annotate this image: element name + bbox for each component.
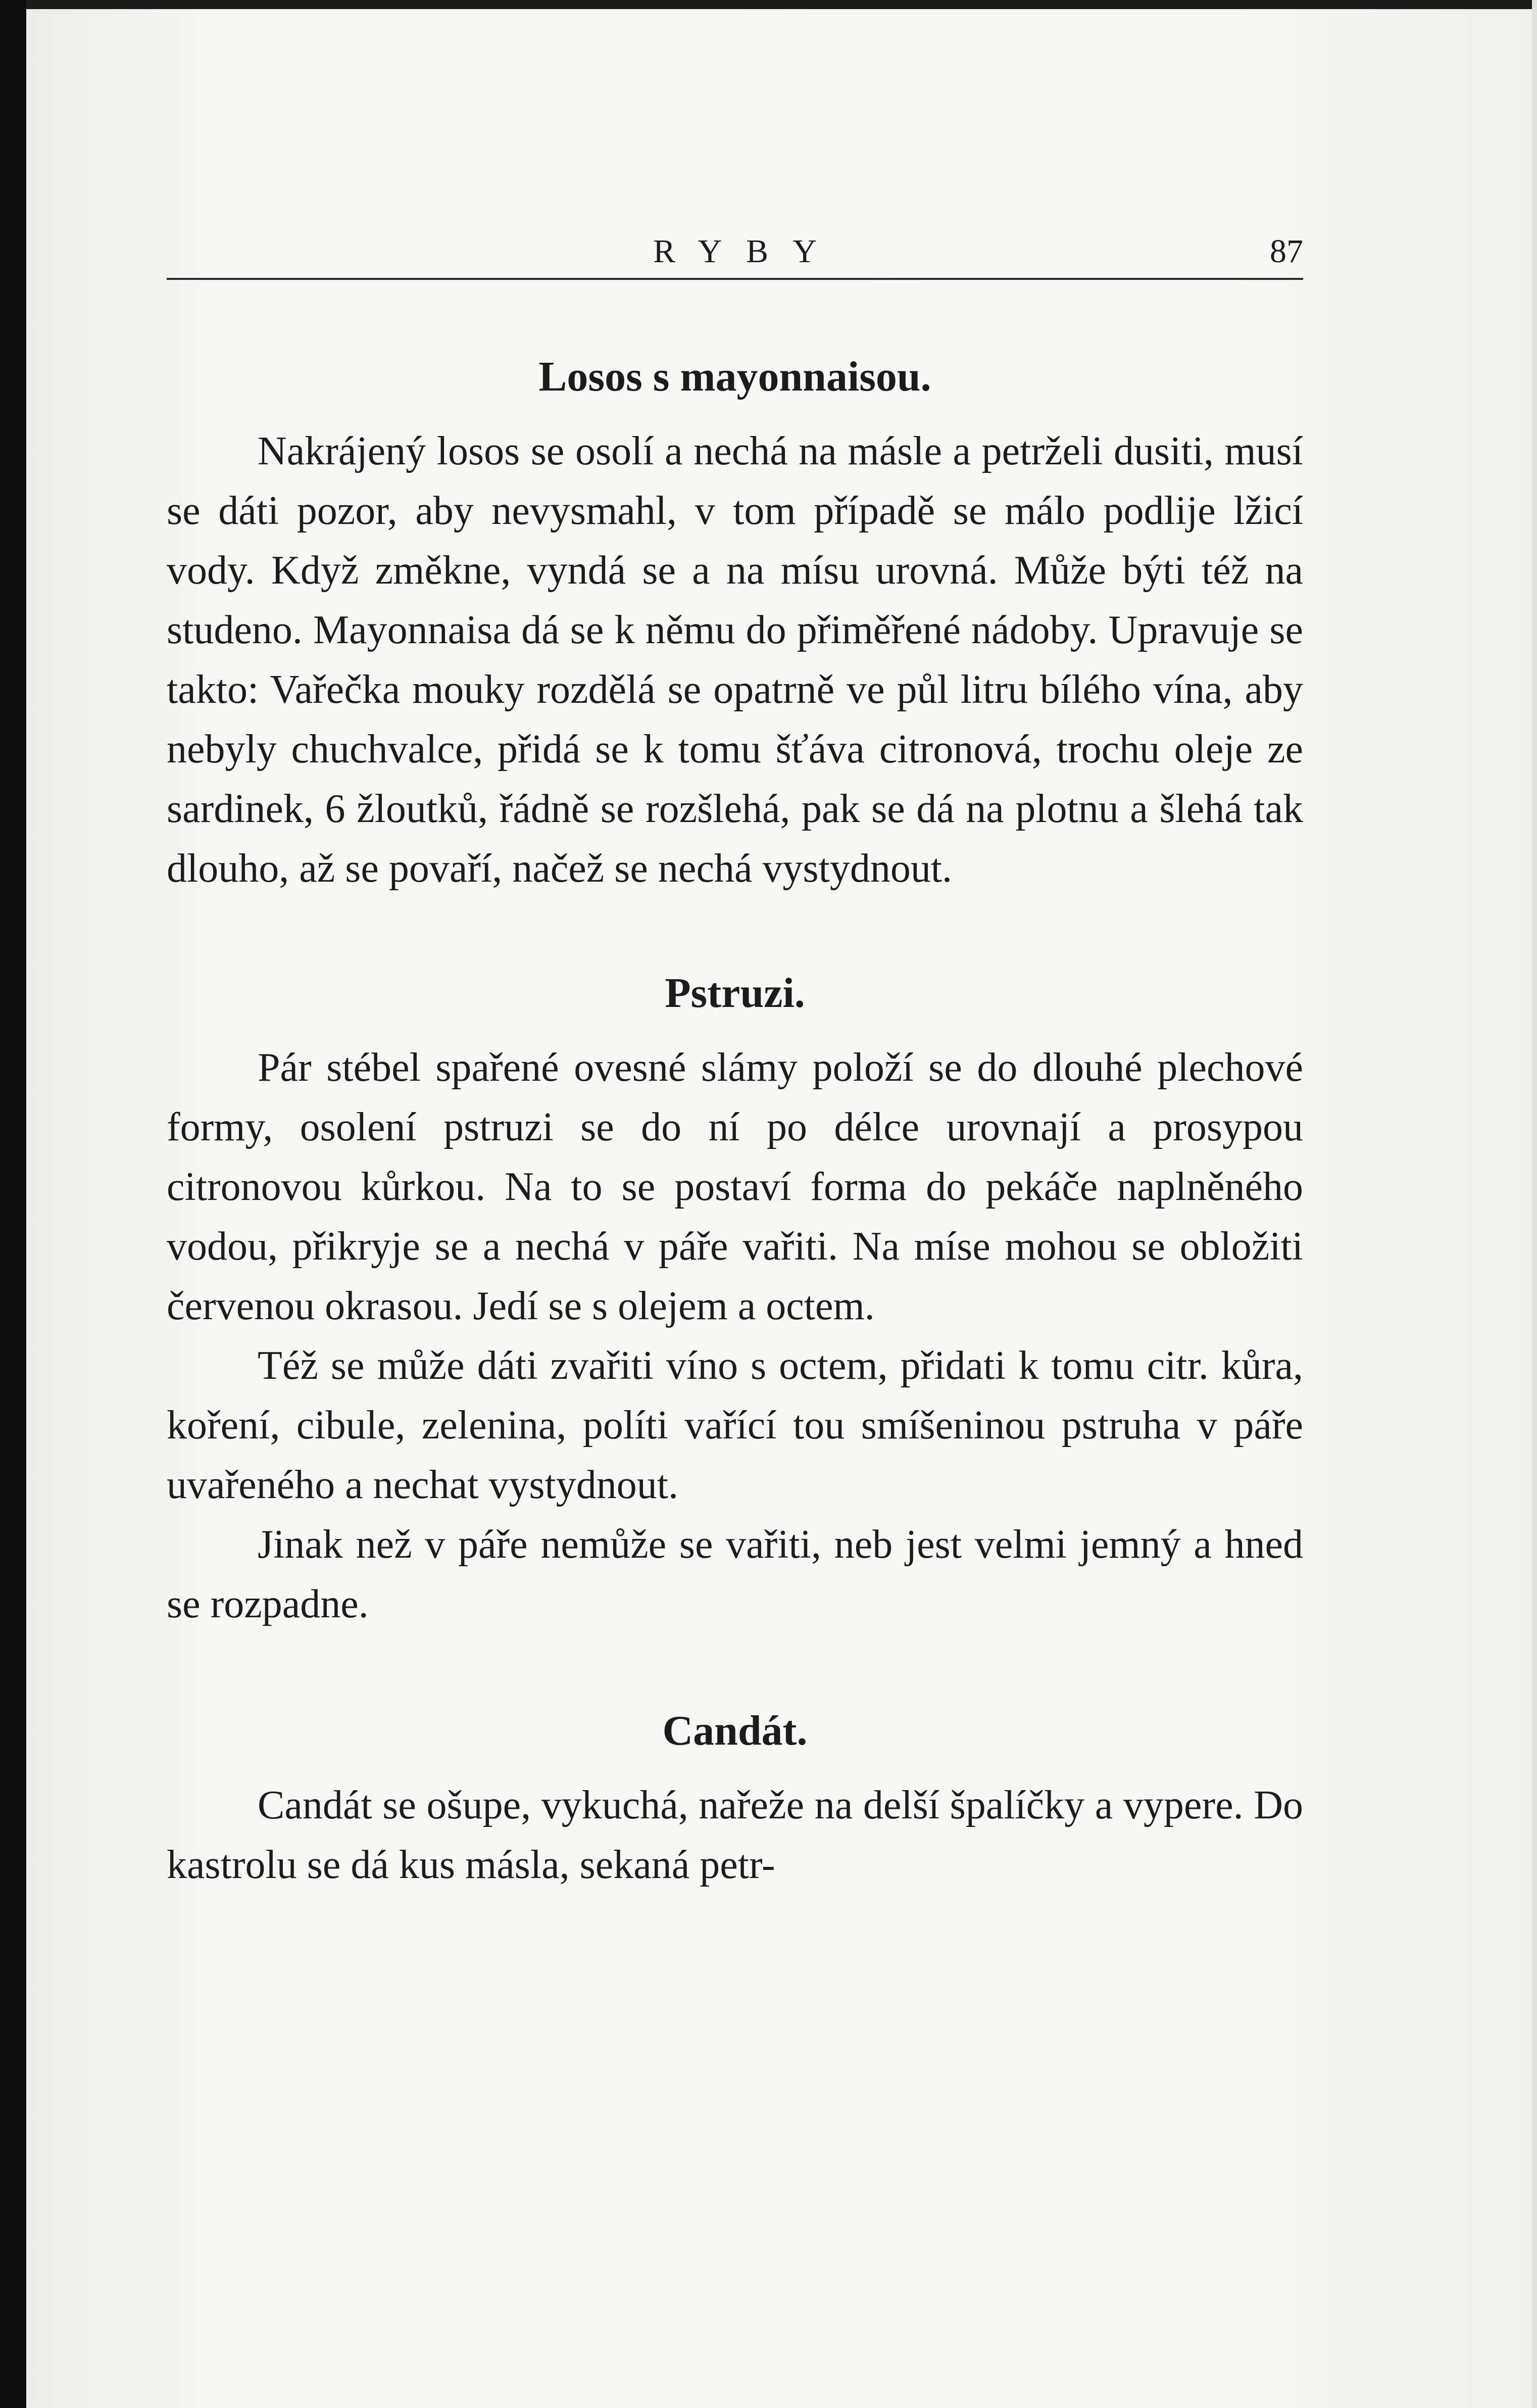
paragraph-candat: Candát se ošupe, vykuchá, nařeže na delší špalíčky a vypere. Do kastrolu se dá kus másla, sekaná petr- [167, 1783, 1303, 1887]
paragraph-pstruzi-2: Též se může dáti zvařiti víno s octem, přidati k tomu citr. kůra, koření, cibule, zelenina, políti vařící tou smíšeninou pstruha v páře uvařeného a nechat vystydnout. [167, 1343, 1303, 1507]
section-title-pstruzi: Pstruzi. [665, 970, 805, 1017]
scan-border-right [1532, 0, 1537, 2408]
paragraph-losos: Nakrájený losos se osolí a nechá na másle a petrželi dusiti, musí se dáti pozor, aby nevysmahl, v tom případě se málo podlije lžicí vody. Když změkne, vyndá se a na mísu urovná. Může býti též na studeno. Mayonnaisa dá se k němu do přiměřené nádoby. Upravuje se takto: Vařečka mouky rozdělá se opatrně ve půl litru bílého vína, aby nebyly chuchvalce, přidá se k tomu šťáva citronová, trochu oleje ze sardinek, 6 žloutků, řádně se rozšlehá, pak se dá na plotnu a šlehá tak dlouho, až se povaří, načež se nechá vystydnout. [167, 429, 1303, 891]
scan-border-top [0, 0, 1537, 9]
section-title-candat: Candát. [662, 1707, 808, 1754]
running-title: RYBY [653, 233, 841, 270]
running-header [167, 222, 1303, 280]
paragraph-pstruzi-3: Jinak než v páře nemůže se vařiti, neb jest velmi jemný a hned se rozpadne. [167, 1522, 1303, 1626]
paragraph-pstruzi-1: Pár stébel spařené ovesné slámy položí se do dlouhé plechové formy, osolení pstruzi se do ní po délce urovnají a prosypou citronovou kůrkou. Na to se postaví forma do pekáče naplněného vodou, přikryje se a nechá v páře vařiti. Na míse mohou se obložiti červenou okrasou. Jedí se s olejem a octem. [167, 1045, 1303, 1328]
page-number: 87 [1270, 233, 1303, 270]
section-title-losos: Losos s mayonnaisou. [538, 353, 931, 400]
scan-border-left [0, 0, 26, 2408]
book-page [167, 222, 1303, 1895]
